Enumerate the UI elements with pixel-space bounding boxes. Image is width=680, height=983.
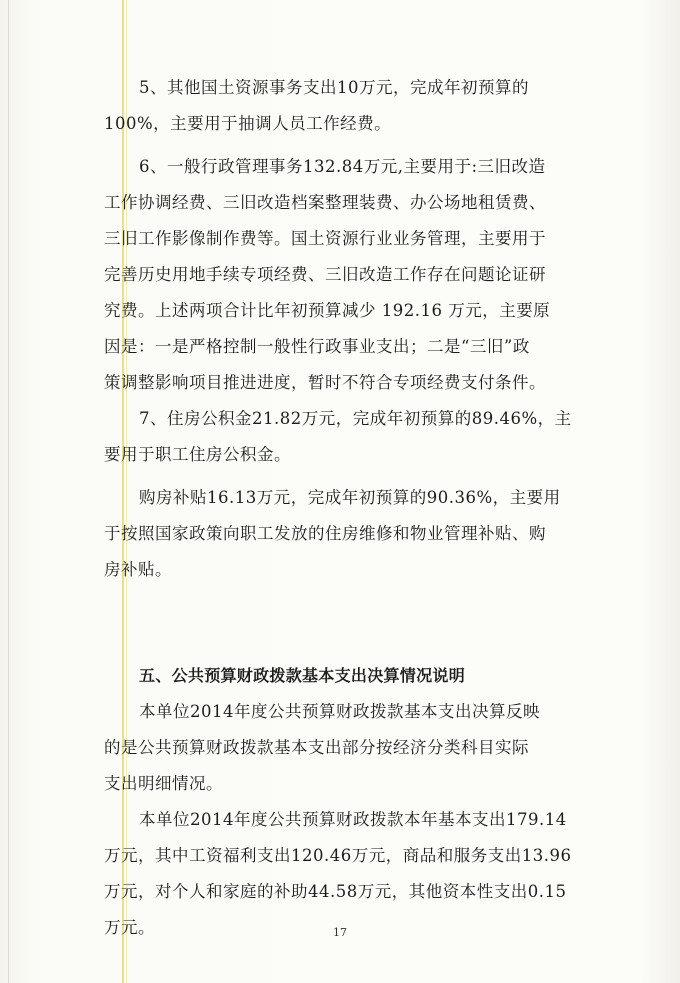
text-line: 5、其他国土资源事务支出10万元，完成年初预算的 (139, 78, 529, 97)
text-line: 完善历史用地手续专项经费、三旧改造工作存在问题论证研 (104, 265, 546, 284)
paragraph-section5-intro (104, 694, 586, 802)
section-heading: 五、公共预算财政拨款基本支出决算情况说明 (139, 666, 466, 685)
paragraph-item-7 (104, 401, 586, 473)
text-line: 本单位2014年度公共预算财政拨款本年基本支出179.14 (139, 810, 567, 829)
text-line: 房补贴。 (104, 560, 172, 579)
text-line: 7、住房公积金21.82万元，完成年初预算的89.46%，主 (139, 409, 572, 428)
text-line: 于按照国家政策向职工发放的住房维修和物业管理补贴、购 (104, 524, 546, 543)
paragraph-item-5 (104, 70, 586, 142)
page-number: 17 (333, 926, 347, 939)
text-line: 要用于职工住房公积金。 (104, 445, 291, 464)
text-line: 策调整影响项目推进进度，暂时不符合专项经费支付条件。 (104, 373, 546, 392)
text-line: 万元。 (104, 918, 155, 937)
text-line: 万元，对个人和家庭的补助44.58万元，其他资本性支出0.15 (104, 882, 567, 901)
text-line: 支出明细情况。 (104, 774, 223, 793)
text-line: 万元，其中工资福利支出120.46万元，商品和服务支出13.96 (104, 846, 572, 865)
text-line: 100%，主要用于抽调人员工作经费。 (104, 114, 392, 133)
paragraph-item-6 (104, 149, 586, 401)
scan-edge-line (8, 0, 9, 983)
text-line: 的是公共预算财政拨款基本支出部分按经济分类科目实际 (104, 738, 529, 757)
text-line: 购房补贴16.13万元，完成年初预算的90.36%，主要用 (139, 488, 561, 507)
paragraph-section5-detail (104, 802, 586, 946)
paragraph-housing-subsidy (104, 480, 586, 588)
text-line: 6、一般行政管理事务132.84万元,主要用于:三旧改造 (139, 157, 546, 176)
text-line: 工作协调经费、三旧改造档案整理装费、办公场地租赁费、 (104, 193, 546, 212)
document-body (104, 70, 586, 946)
text-line: 本单位2014年度公共预算财政拨款基本支出决算反映 (139, 702, 540, 721)
text-line: 究费。上述两项合计比年初预算减少 192.16 万元，主要原 (104, 301, 551, 320)
text-line: 三旧工作影像制作费等。国土资源行业业务管理，主要用于 (104, 229, 546, 248)
text-line: 因是：一是严格控制一般性行政事业支出；二是“三旧”政 (104, 337, 530, 356)
